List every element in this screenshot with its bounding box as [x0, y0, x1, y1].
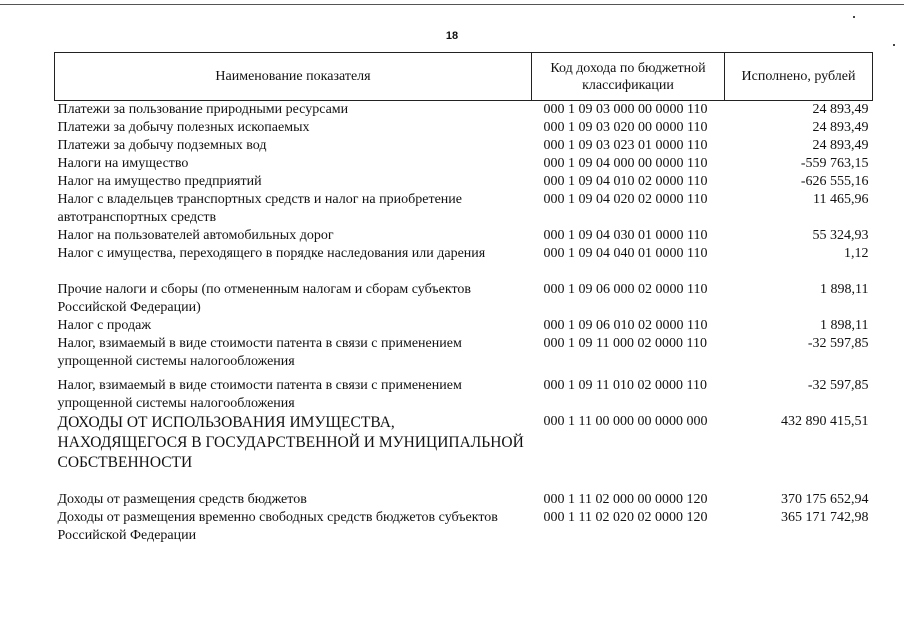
row-code: 000 1 09 03 020 00 0000 110: [543, 120, 708, 135]
table-row: [55, 491, 873, 509]
row-name: Налог, взимаемый в виде стоимости патента в связи с применением упрощенной системы налогообложения: [57, 378, 462, 411]
row-code: 000 1 11 02 000 00 0000 120: [543, 492, 708, 507]
row-name: Доходы от размещения средств бюджетов: [57, 492, 307, 507]
table-row: [55, 191, 873, 227]
row-name: Налог с владельцев транспортных средств и налог на приобретение автотранспортных средств: [57, 192, 462, 225]
row-amount: 1 898,11: [820, 318, 869, 333]
page-number: 18: [445, 30, 459, 42]
row-name: Налог на пользователей автомобильных дорог: [57, 228, 334, 243]
row-code: 000 1 09 11 000 02 0000 110: [543, 336, 707, 351]
row-code: 000 1 09 04 030 01 0000 110: [543, 228, 708, 243]
row-name: Налог на имущество предприятий: [57, 174, 262, 189]
row-code: 000 1 11 00 000 00 0000 000: [543, 414, 708, 429]
row-amount: 365 171 742,98: [781, 510, 869, 525]
row-amount: 1 898,11: [820, 282, 869, 297]
table-row: [55, 335, 873, 377]
row-code: 000 1 09 11 010 02 0000 110: [543, 378, 707, 393]
row-amount: 24 893,49: [812, 120, 869, 135]
row-name: ДОХОДЫ ОТ ИСПОЛЬЗОВАНИЯ ИМУЩЕСТВА, НАХОДЯЩЕГОСЯ В ГОСУДАРСТВЕННОЙ И МУНИЦИПАЛЬНОЙ СОБСТВЕННОСТИ: [57, 414, 524, 471]
scan-speck: [893, 44, 895, 46]
row-code: 000 1 09 04 000 00 0000 110: [543, 156, 708, 171]
row-name: Налог, взимаемый в виде стоимости патента в связи с применением упрощенной системы налогообложения: [57, 336, 462, 369]
table-row: [55, 227, 873, 245]
table-row: [55, 137, 873, 155]
row-name: Платежи за добычу подземных вод: [57, 138, 267, 153]
top-border-rule: [0, 4, 904, 5]
header-amount: Исполнено, рублей: [725, 53, 873, 101]
row-name: Доходы от размещения временно свободных средств бюджетов субъектов Российской Федерации: [57, 510, 498, 543]
row-code: 000 1 09 06 000 02 0000 110: [543, 282, 708, 297]
row-amount: -559 763,15: [800, 156, 869, 171]
row-amount: 432 890 415,51: [781, 414, 869, 429]
scan-speck: [853, 16, 855, 18]
table-row: [55, 317, 873, 335]
row-name: Платежи за пользование природными ресурсами: [57, 102, 349, 117]
row-code: 000 1 09 04 020 02 0000 110: [543, 192, 708, 207]
row-amount: -626 555,16: [800, 174, 869, 189]
row-code: 000 1 09 03 023 01 0000 110: [543, 138, 708, 153]
table-row-section: [55, 413, 873, 491]
table-row: [55, 509, 873, 545]
row-code: 000 1 09 03 000 00 0000 110: [543, 102, 708, 117]
row-amount: 11 465,96: [813, 192, 869, 207]
table-row: [55, 155, 873, 173]
row-name: Налог с имущества, переходящего в порядке наследования или дарения: [57, 246, 486, 261]
header-name: Наименование показателя: [55, 53, 532, 101]
row-code: 000 1 09 04 010 02 0000 110: [543, 174, 708, 189]
table-row: [55, 377, 873, 413]
row-amount: 24 893,49: [812, 138, 869, 153]
row-name: Налоги на имущество: [57, 156, 189, 171]
row-amount: 1,12: [844, 246, 869, 261]
row-amount: 370 175 652,94: [781, 492, 869, 507]
row-amount: -32 597,85: [807, 336, 869, 351]
table-row: [55, 101, 873, 120]
table-row: [55, 281, 873, 317]
table-row: [55, 245, 873, 281]
row-code: 000 1 11 02 020 02 0000 120: [543, 510, 708, 525]
row-name: Платежи за добычу полезных ископаемых: [57, 120, 310, 135]
row-name: Налог с продаж: [57, 318, 151, 333]
row-code: 000 1 09 04 040 01 0000 110: [543, 246, 708, 261]
row-amount: 55 324,93: [812, 228, 869, 243]
table-row: [55, 173, 873, 191]
table-header-row: [55, 53, 873, 101]
row-code: 000 1 09 06 010 02 0000 110: [543, 318, 708, 333]
row-amount: -32 597,85: [807, 378, 869, 393]
header-code: Код дохода по бюджетной классификации: [532, 53, 725, 101]
row-name: Прочие налоги и сборы (по отмененным налогам и сборам субъектов Российской Федерации): [57, 282, 472, 315]
revenue-table: [54, 52, 873, 545]
table-row: [55, 119, 873, 137]
row-amount: 24 893,49: [812, 102, 869, 117]
